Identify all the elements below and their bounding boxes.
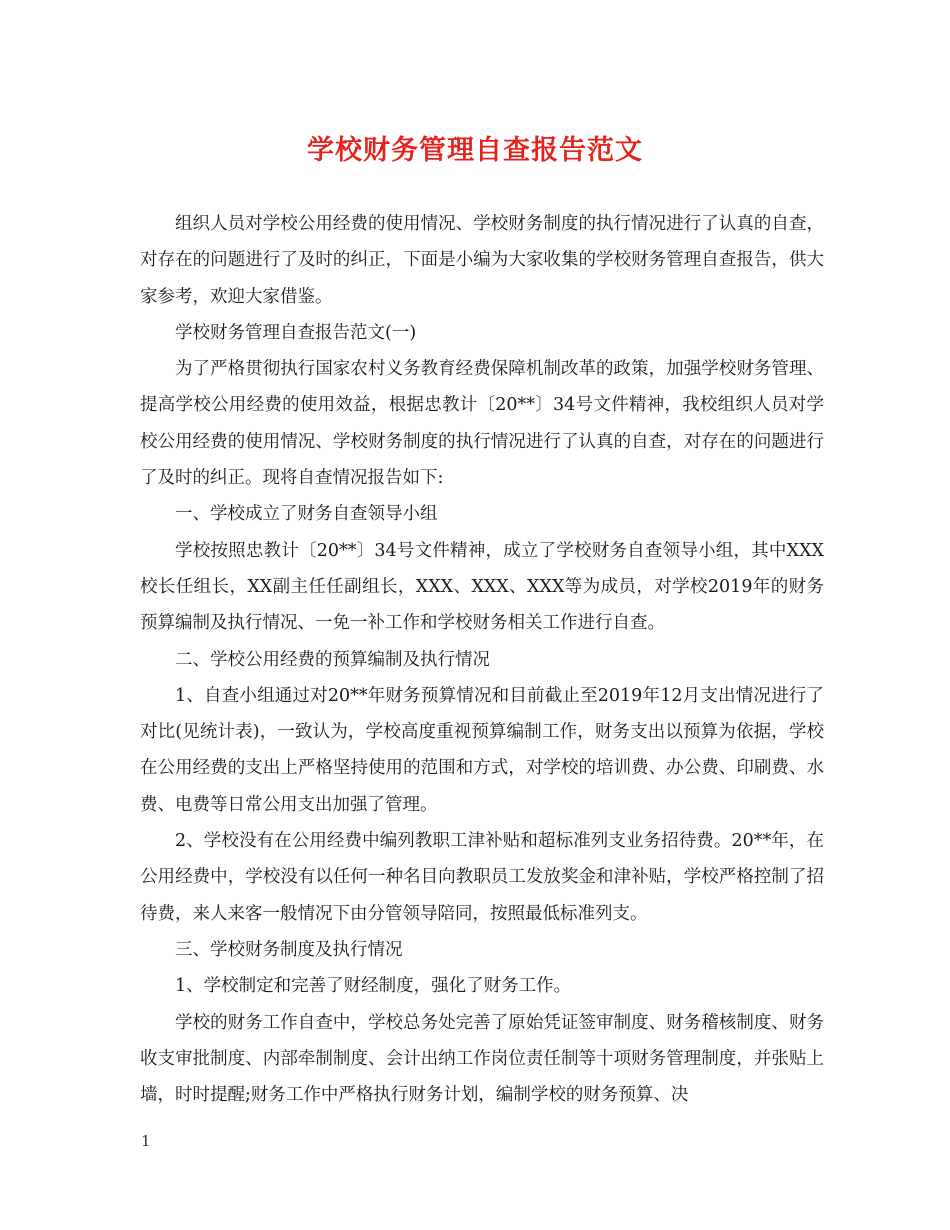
paragraph-heading-1: 一、学校成立了财务自查领导小组 (175, 504, 438, 525)
document-body (140, 206, 824, 1113)
paragraph-heading-2: 二、学校公用经费的预算编制及执行情况 (175, 649, 490, 670)
paragraph: 为了严格贯彻执行国家农村义务教育经费保障机制改革的政策，加强学校财务管理、提高学校公用经费的使用效益，根据忠教计〔20**〕34号文件精神，我校组织人员对学校公用经费的使用情况、学校财务制度的执行情况进行了认真的自查，对存在的问题进行了及时的纠正。现将自查情况报告如下: (140, 359, 824, 489)
paragraph: 1、学校制定和完善了财经制度，强化了财务工作。 (175, 976, 572, 997)
paragraph-intro: 组织人员对学校公用经费的使用情况、学校财务制度的执行情况进行了认真的自查，对存在的问题进行了及时的纠正，下面是小编为大家收集的学校财务管理自查报告，供大家参考，欢迎大家借鉴。 (140, 214, 824, 307)
paragraph-section-heading: 学校财务管理自查报告范文(一) (175, 322, 417, 343)
document-title: 学校财务管理自查报告范文 (307, 135, 643, 166)
paragraph-heading-3: 三、学校财务制度及执行情况 (175, 939, 403, 960)
page-number: 1 (141, 1132, 151, 1150)
paragraph: 学校按照忠教计〔20**〕34号文件精神，成立了学校财务自查领导小组，其中XXX校长任组长，XX副主任任副组长，XXX、XXX、XXX等为成员，对学校2019年的财务预算编制及执行情况、一免一补工作和学校财务相关工作进行自查。 (140, 540, 824, 634)
paragraph: 1、自查小组通过对20**年财务预算情况和目前截止至2019年12月支出情况进行了对比(见统计表)，一致认为，学校高度重视预算编制工作，财务支出以预算为依据，学校在公用经费的支出上严格坚持使用的范围和方式，对学校的培训费、办公费、印刷费、水费、电费等日常公用支出加强了管理。 (140, 685, 824, 815)
paragraph: 学校的财务工作自查中，学校总务处完善了原始凭证签审制度、财务稽核制度、财务收支审批制度、内部牵制制度、会计出纳工作岗位责任制等十项财务管理制度，并张贴上墙，时时提醒;财务工作中严格执行财务计划，编制学校的财务预算、决 (140, 1012, 824, 1106)
paragraph: 2、学校没有在公用经费中编列教职工津补贴和超标准列支业务招待费。20**年，在公用经费中，学校没有以任何一种名目向教职员工发放奖金和津补贴，学校严格控制了招待费，来人来客一般情况下由分管领导陪同，按照最低标准列支。 (140, 831, 824, 924)
